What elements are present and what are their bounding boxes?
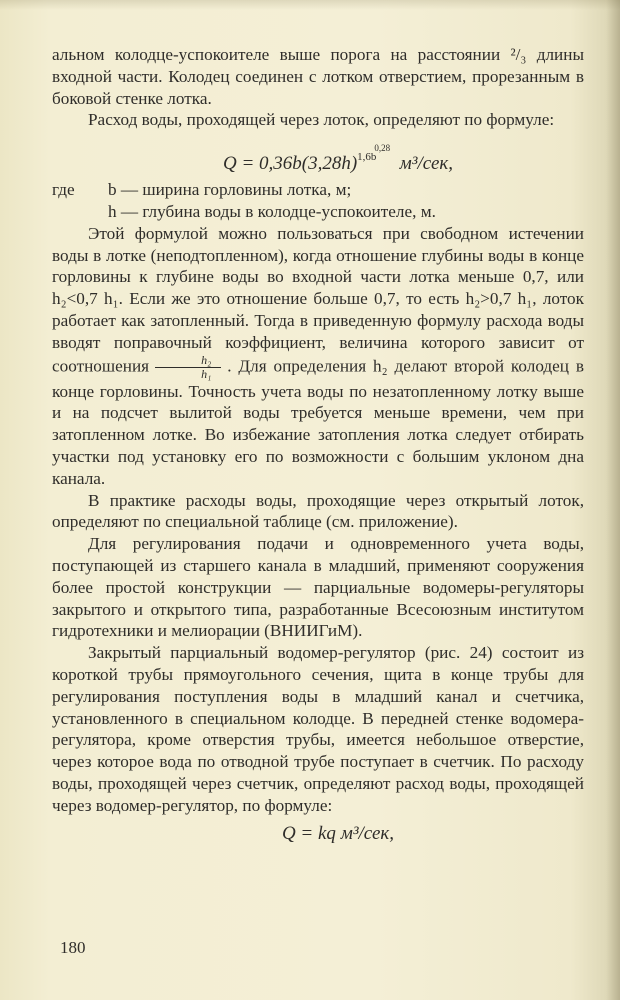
definition-b: b — ширина горловины лотка, м; — [108, 180, 352, 200]
page-top-shadow — [0, 0, 620, 10]
paragraph-5: Для регулирования подачи и одновременного учета воды, поступающей из старшего канала в младший, применяют сооружения более простой конструкции — парциальные водомеры-регуляторы закрытого и открытого типа, разработанные Всесоюзным институтом гидротехники и мелиорации (ВНИИГиМ). — [52, 534, 584, 641]
page-number: 180 — [60, 938, 86, 957]
paragraph-4: В практике расходы воды, проходящие через открытый лоток, определяют по специальной таблице (см. приложение). — [52, 490, 584, 532]
definition-h: h — глубина воды в колодце-успокоителе, м. — [108, 201, 436, 221]
paragraph-2: Расход воды, проходящей через лоток, определяют по формуле: — [88, 110, 555, 130]
formula-flow-rate — [52, 135, 584, 177]
paragraph-3 — [52, 223, 584, 490]
formula-1-unit: м³/сек, — [399, 153, 454, 175]
definition-row-1 — [52, 179, 584, 201]
formula-2-unit: м³/сек, — [340, 822, 395, 844]
page-text-body — [52, 44, 584, 849]
fraction-denominator: h₁ — [201, 366, 212, 381]
definitions — [52, 179, 584, 223]
definition-where: где — [52, 180, 75, 200]
formula-1-exponent: 1,6b — [357, 151, 377, 164]
paragraph-3-part-a: Этой формулой можно пользоваться при свободном истечении воды в лотке (неподтопленном), когда отношение глубины воды в конце горловины к глубине воды во входной части лотка меньше 0,7, или h₂<0,7 h₁. Если же это отношение больше 0,7, то есть h₂>0,7 h₁, лоток работает как затопленный. Тогда в приведенную формулу расхода воды вводят поправочный коэффициент, величина которого зависит от соотношения — [52, 223, 584, 376]
paragraph-1: альном колодце-успокоителе выше порога на расстоянии ²/₃ длины входной части. Колодец соединен с лотком отверстием, прорезанным в боковой стенке лотка. — [52, 45, 584, 108]
paragraph-6: Закрытый парциальный водомер-регулятор (рис. 24) состоит из короткой трубы прямоугольного сечения, щита в конце трубы для регулирования поступления воды в младший канал и счетчика, установленного в специальном колодце. В передней стенке водомера-регулятора, кроме отверстия трубы, имеется небольшое отверстие, через которое вода по отводной трубе поступает в счетчик. По расходу воды, проходящей через счетчик, определяют расход воды, проходящей через водомер-регулятор, по формуле: — [52, 643, 584, 815]
formula-1-exponent-2: 0,28 — [374, 143, 391, 154]
page-edge-shadow — [606, 0, 620, 1000]
formula-1-main: Q = 0,36b(3,28h) — [222, 153, 358, 175]
fraction-h2-h1 — [155, 354, 221, 381]
paragraph-3-part-b: . Для определения h₂ делают второй колодец в конце горловины. Точность учета воды по незатопленному лотку выше и на подсчет вылитой воды требуется меньше времени, чем при затопленном лотке. Во избежание затопления лотка следует отбирать участки под установку его по возможности с большим уклоном дна канала. — [52, 356, 584, 488]
fraction-numerator: h₂ — [155, 354, 221, 368]
formula-meter — [52, 821, 584, 847]
formula-2-main: Q = kq — [281, 822, 336, 844]
